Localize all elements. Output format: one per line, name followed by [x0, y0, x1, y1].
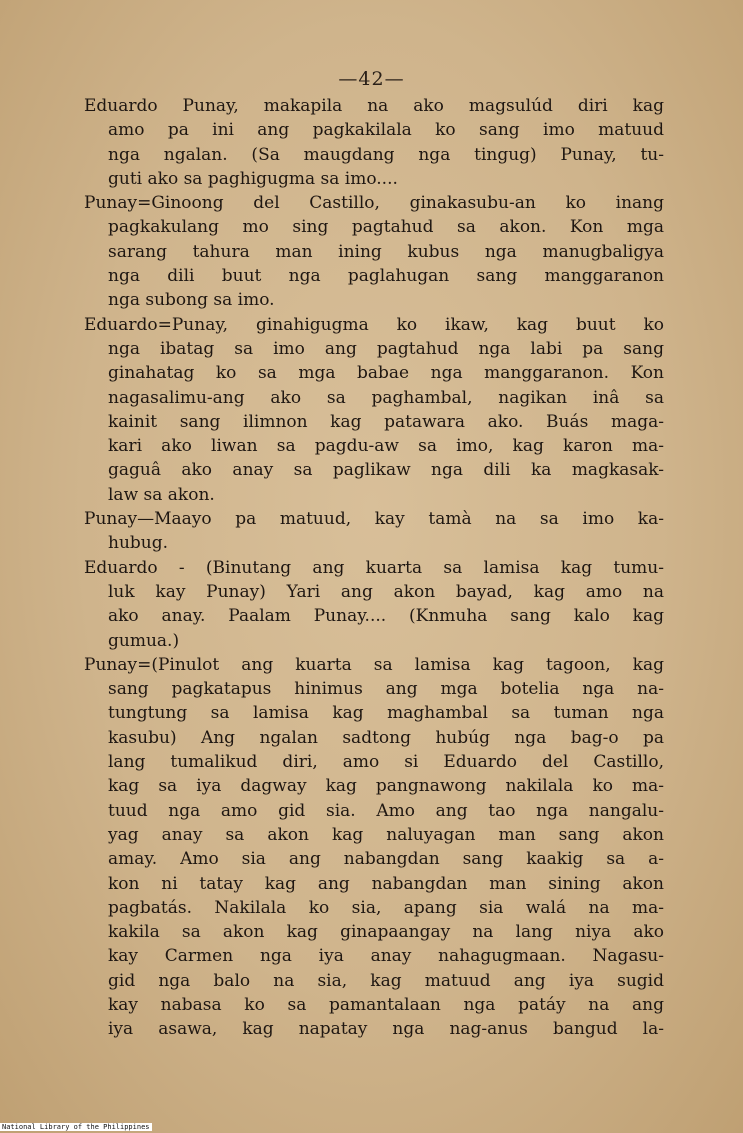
text-line: pagbatás. Nakilala ko sia, apang sia walá na ma- [108, 897, 664, 918]
text-line: Punay=(Pinulot ang kuarta sa lamisa kag tagoon, kag [84, 654, 664, 675]
text-line: Punay—Maayo pa matuud, kay tamà na sa imo ka- [84, 509, 664, 530]
text-line: luk kay Punay) Yari ang akon bayad, kag amo na [108, 581, 664, 602]
text-line: law sa akon. [108, 484, 215, 505]
text-line: guti ako sa paghigugma sa imo.... [108, 168, 398, 189]
text-line: ako anay. Paalam Punay.... (Knmuha sang kalo kag [108, 606, 664, 627]
text-line: hubug. [108, 533, 169, 554]
text-line: ginahatag ko sa mga babae nga manggaranon. Kon [108, 363, 664, 384]
text-line: kasubu) Ang ngalan sadtong hubúg nga bag-o pa [108, 727, 664, 748]
text-line: nga dili buut nga paglahugan sang manggaranon [108, 266, 664, 287]
text-line: gid nga balo na sia, kag matuud ang iya sugid [108, 970, 664, 991]
text-line: Eduardo Punay, makapila na ako magsulúd diri kag [84, 96, 664, 116]
text-line: lang tumalikud diri, amo si Eduardo del Castillo, [108, 752, 664, 773]
body-text [84, 94, 664, 1042]
text-line: pagkakulang mo sing pagtahud sa akon. Kon mga [108, 217, 664, 238]
text-line: nga subong sa imo. [108, 290, 275, 311]
text-line: Eduardo - (Binutang ang kuarta sa lamisa kag tumu- [84, 557, 664, 578]
text-line: iya asawa, kag napatay nga nag-anus bangud la- [108, 1019, 664, 1040]
text-line: tungtung sa lamisa kag maghambal sa tuman nga [108, 703, 664, 724]
page-number: —42— [338, 68, 405, 90]
text-line: kag sa iya dagway kag pangnawong nakilala ko ma- [108, 776, 664, 797]
text-line: gumua.) [108, 630, 180, 651]
text-line: nagasalimu-ang ako sa paghambal, nagikan inâ sa [108, 387, 664, 408]
library-footer: National Library of the Philippines [2, 1123, 150, 1131]
text-line: kon ni tatay kag ang nabangdan man sining akon [108, 873, 664, 894]
text-line: amay. Amo sia ang nabangdan sang kaakig sa a- [108, 849, 664, 870]
text-line: tuud nga amo gid sia. Amo ang tao nga nangalu- [108, 800, 664, 821]
text-line: kay nabasa ko sa pamantalaan nga patáy na ang [108, 994, 664, 1015]
text-line: kari ako liwan sa pagdu-aw sa imo, kag karon ma- [108, 436, 664, 457]
text-line: kay Carmen nga iya anay nahagugmaan. Nagasu- [108, 946, 664, 967]
text-line: kakila sa akon kag ginapaangay na lang niya ako [108, 922, 664, 943]
text-line: nga ngalan. (Sa maugdang nga tingug) Punay, tu- [108, 144, 664, 165]
text-line: yag anay sa akon kag naluyagan man sang akon [108, 824, 664, 845]
text-line: amo pa ini ang pagkakilala ko sang imo matuud [108, 120, 664, 141]
text-line: gaguâ ako anay sa paglikaw nga dili ka magkasak- [108, 460, 664, 481]
text-line: Punay=Ginoong del Castillo, ginakasubu-an ko inang [84, 193, 664, 214]
text-line: sang pagkatapus hinimus ang mga botelia nga na- [108, 679, 664, 700]
text-line: sarang tahura man ining kubus nga manugbaligya [108, 241, 664, 262]
text-line: kainit sang ilimnon kag patawara ako. Buás maga- [108, 411, 664, 432]
text-line: Eduardo=Punay, ginahigugma ko ikaw, kag buut ko [84, 314, 664, 335]
text-line: nga ibatag sa imo ang pagtahud nga labi pa sang [108, 338, 664, 359]
